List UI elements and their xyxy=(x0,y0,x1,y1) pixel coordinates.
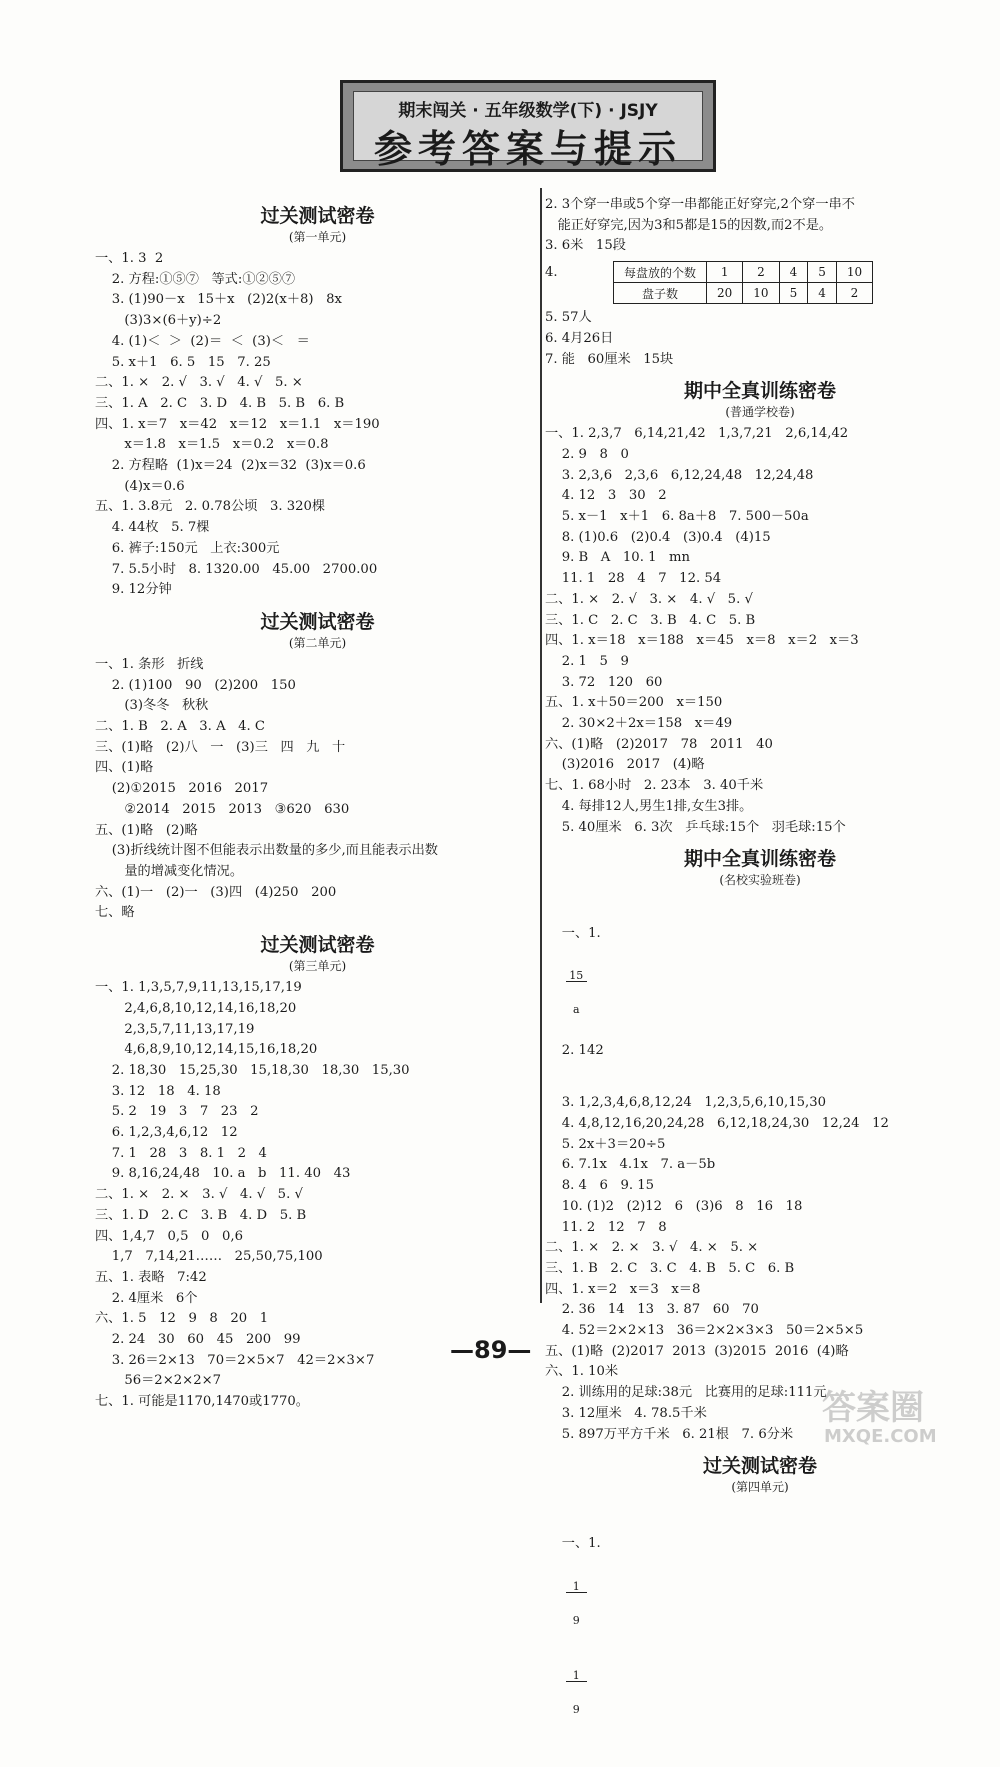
section-subtitle: (第四单元) xyxy=(731,1480,789,1495)
answer-line: 三、1. C 2. C 3. B 4. C 5. B xyxy=(545,612,756,628)
answer-line: 8. (1)0.6 (2)0.4 (3)0.4 (4)15 xyxy=(545,529,771,545)
fraction xyxy=(566,948,587,1037)
header-subtitle: 期末闯关 · 五年级数学(下) · JSJY xyxy=(398,101,658,121)
section-subtitle: (普通学校卷) xyxy=(725,405,795,420)
answer-line: 六、(1)略 (2)2017 78 2011 40 xyxy=(545,736,773,752)
watermark-title: 答案圈 xyxy=(822,1388,924,1428)
answer-line: x＝1.8 x＝1.5 x＝0.2 x＝0.8 xyxy=(95,437,329,453)
section-subtitle: (第二单元) xyxy=(288,635,347,650)
answer-line: 9. B A 10. 1 mn xyxy=(545,550,691,566)
answer-line: 六、(1)一 (2)一 (3)四 (4)250 200 xyxy=(95,884,337,900)
fraction-numerator: 15 xyxy=(566,970,587,982)
table-cell: 10 xyxy=(743,283,779,304)
answer-line: 2. 30×2＋2x＝158 x＝49 xyxy=(545,716,733,732)
answer-line: 一、1. 条形 折线 xyxy=(95,656,204,672)
answer-line: 2. 4厘米 6个 xyxy=(95,1290,198,1306)
answer-list xyxy=(545,424,975,838)
answer-line: 二、1. × 2. √ 3. × 4. √ 5. √ xyxy=(545,591,753,607)
answer-line: 9. 12分钟 xyxy=(95,582,172,598)
answer-line: 3. 72 120 60 xyxy=(545,674,663,690)
answer-line: (4)x＝0.6 xyxy=(95,478,185,494)
header-inner xyxy=(353,91,703,171)
answer-line: 6. 1,2,3,4,6,12 12 xyxy=(95,1125,238,1141)
answer-line: 三、1. B 2. C 3. C 4. B 5. C 6. B xyxy=(545,1260,795,1276)
answer-line: 2,3,5,7,11,13,17,19 xyxy=(95,1021,255,1037)
answer-line: 2. 18,30 15,25,30 15,18,30 18,30 15,30 xyxy=(95,1062,410,1078)
header-banner xyxy=(340,80,716,172)
fraction xyxy=(566,1559,587,1648)
answer-line: 4. 4,8,12,16,20,24,28 6,12,18,24,30 12,24 12 xyxy=(545,1115,889,1131)
answer-line: 4. 44枚 5. 7棵 xyxy=(95,520,210,536)
section-title: 过关测试密卷 xyxy=(260,610,375,633)
table-cell: 4 xyxy=(808,283,837,304)
answer-text: 2. 142 xyxy=(561,1043,604,1059)
answer-line: 二、1. × 2. × 3. √ 4. × 5. × xyxy=(545,1240,759,1256)
answer-line: 2. 9 8 0 xyxy=(545,446,629,462)
fraction-numerator: 1 xyxy=(566,1670,587,1682)
table-cell: 2 xyxy=(836,283,872,304)
answer-line xyxy=(545,892,975,1093)
section-subtitle: (第三单元) xyxy=(288,959,347,974)
answer-line: 一、1. 1,3,5,7,9,11,13,15,17,19 xyxy=(95,980,302,996)
answer-line: (2)①2015 2016 2017 xyxy=(95,781,269,797)
answer-line: 三、1. D 2. C 3. B 4. D 5. B xyxy=(95,1207,307,1223)
answer-line: 1,7 7,14,21…… 25,50,75,100 xyxy=(95,1249,323,1265)
answer-line: 六、1. 5 12 9 8 20 1 xyxy=(95,1311,269,1327)
answer-line: 四、(1)略 xyxy=(95,760,154,776)
fraction xyxy=(566,1648,587,1737)
answer-line: 4,6,8,9,10,12,14,15,16,18,20 xyxy=(95,1042,318,1058)
watermark-url: MXQE.COM xyxy=(824,1426,937,1447)
answer-line: 量的增减变化情况。 xyxy=(95,863,244,879)
fraction-denominator: 9 xyxy=(572,1614,580,1628)
fraction-denominator: 9 xyxy=(572,1703,580,1717)
answer-line: 5. 40厘米 6. 3次 乒乓球:15个 羽毛球:15个 xyxy=(545,819,846,835)
answer-line: 五、1. 表略 7:42 xyxy=(95,1269,207,1285)
answer-line: 3. 12 18 4. 18 xyxy=(95,1083,221,1099)
answer-line: 2. 方程:①⑤⑦ 等式:①②⑤⑦ xyxy=(95,271,296,287)
left-column xyxy=(95,195,540,1413)
question-4-row xyxy=(545,261,975,304)
answer-line: 3. 6米 15段 xyxy=(545,238,626,254)
answer-line: 三、1. A 2. C 3. D 4. B 5. B 6. B xyxy=(95,395,345,411)
answer-line: 七、略 xyxy=(95,905,135,921)
answer-line: 4. 12 3 30 2 xyxy=(545,488,667,504)
column-divider xyxy=(540,188,542,1303)
answer-line: 2. 训练用的足球:38元 比赛用的足球:111元 xyxy=(545,1385,827,1401)
section-title: 过关测试密卷 xyxy=(702,1455,817,1478)
answer-line: 五、1. x＋50＝200 x＝150 xyxy=(545,695,723,711)
section-title: 过关测试密卷 xyxy=(260,205,375,227)
answer-line: 一、1. 2,3,7 6,14,21,42 1,3,7,21 2,6,14,42 xyxy=(545,426,849,442)
answer-line: 能正好穿完,因为3和5都是15的因数,而2不是。 xyxy=(545,217,833,233)
answer-line: 4. 52＝2×2×13 36＝2×2×3×3 50＝2×5×5 xyxy=(545,1323,864,1339)
answer-line: 五、1. 3.8元 2. 0.78公顷 3. 320棵 xyxy=(95,499,326,515)
page-number: —89— xyxy=(450,1336,532,1364)
table-header-cell: 盘子数 xyxy=(614,283,707,304)
answer-line: 3. 1,2,3,4,6,8,12,24 1,2,3,5,6,10,15,30 xyxy=(545,1095,827,1111)
table-cell: 10 xyxy=(836,262,872,283)
answer-line: 2. 3个穿一串或5个穿一串都能正好穿完,2个穿一串不 xyxy=(545,197,855,212)
question-number: 一、1. xyxy=(561,1536,601,1552)
answer-line: 5. 2 19 3 7 23 2 xyxy=(95,1104,259,1120)
answer-line: 4. 每排12人,男生1排,女生3排。 xyxy=(545,798,753,814)
table-cell: 2 xyxy=(743,262,779,283)
answer-line: 11. 1 28 4 7 12. 54 xyxy=(545,571,722,587)
answer-line: (3)折线统计图不但能表示出数量的多少,而且能表示出数 xyxy=(95,843,438,859)
answer-line: 5. 57人 xyxy=(545,310,592,326)
answer-line: 11. 2 12 7 8 xyxy=(545,1219,667,1235)
answer-line: 5. x＋1 6. 5 15 7. 25 xyxy=(95,354,271,370)
answer-line: ②2014 2015 2013 ③620 630 xyxy=(95,801,350,817)
answer-line: 10. (1)2 (2)12 6 (3)6 8 16 18 xyxy=(545,1198,803,1214)
table-cell: 5 xyxy=(808,262,837,283)
plates-table xyxy=(613,261,873,304)
answer-line: 3. (1)90－x 15＋x (2)2(x＋8) 8x xyxy=(95,292,342,308)
answer-line: 5. 897万平方千米 6. 21根 7. 6分米 xyxy=(545,1426,794,1442)
watermark-logo xyxy=(822,1380,972,1452)
section-title: 过关测试密卷 xyxy=(260,934,375,957)
fraction-denominator: a xyxy=(572,1003,580,1017)
answer-line: 二、1. × 2. √ 3. √ 4. √ 5. × xyxy=(95,375,303,391)
answer-line: 四、1,4,7 0,5 0 0,6 xyxy=(95,1228,243,1244)
table-header-cell: 每盘放的个数 xyxy=(614,262,707,283)
answer-line: 3. 26＝2×13 70＝2×5×7 42＝2×3×7 xyxy=(95,1352,375,1368)
answer-line: 5. x－1 x＋1 6. 8a＋8 7. 500－50a xyxy=(545,509,809,525)
answer-line: 一、1. 3 2 xyxy=(95,251,164,266)
answer-line: 6. 4月26日 xyxy=(545,330,614,346)
answer-line: 六、1. 10米 xyxy=(545,1364,619,1380)
answer-line: 三、(1)略 (2)八 一 (3)三 四 九 十 xyxy=(95,739,346,755)
table-cell: 1 xyxy=(707,262,743,283)
section-title: 期中全真训练密卷 xyxy=(683,380,836,403)
answer-line: 四、1. x＝7 x＝42 x＝12 x＝1.1 x＝190 xyxy=(95,416,380,432)
answer-line: 2. 36 14 13 3. 87 60 70 xyxy=(545,1302,759,1318)
answer-line: 7. 1 28 3 8. 1 2 4 xyxy=(95,1145,267,1161)
answer-list xyxy=(95,249,540,601)
question-number: 4. xyxy=(545,265,558,281)
answer-line: 五、(1)略 (2)略 xyxy=(95,822,198,838)
answer-line: 2. 方程略 (1)x＝24 (2)x＝32 (3)x＝0.6 xyxy=(95,458,366,474)
answer-list xyxy=(95,655,540,924)
answer-line: 9. 8,16,24,48 10. a b 11. 40 43 xyxy=(95,1166,351,1182)
table-cell: 5 xyxy=(779,283,808,304)
answer-line: 8. 4 6 9. 15 xyxy=(545,1178,655,1194)
right-column xyxy=(545,195,975,1767)
answer-line: 7. 能 60厘米 15块 xyxy=(545,351,674,367)
answer-line: 3. 2,3,6 2,3,6 6,12,24,48 12,24,48 xyxy=(545,467,814,483)
section-title: 期中全真训练密卷 xyxy=(683,848,836,871)
section-subtitle: (第一单元) xyxy=(288,230,347,244)
page-title: 参考答案与提示 xyxy=(373,127,682,171)
answer-line: (3)2016 2017 (4)略 xyxy=(545,757,705,773)
answer-line: 6. 7.1x 4.1x 7. a－5b xyxy=(545,1157,716,1173)
answer-line xyxy=(545,1499,975,1767)
question-number: 一、1. xyxy=(561,926,601,942)
fraction-numerator: 1 xyxy=(566,1581,587,1593)
answer-line: 7. 5.5小时 8. 1320.00 45.00 2700.00 xyxy=(95,561,378,577)
answer-line: 5. 2x＋3＝20÷5 xyxy=(545,1136,666,1152)
answer-line: (3)冬冬 秋秋 xyxy=(95,698,209,714)
answer-line: 2. (1)100 90 (2)200 150 xyxy=(95,677,296,693)
answer-line: 二、1. B 2. A 3. A 4. C xyxy=(95,719,266,735)
answer-line: 3. 12厘米 4. 78.5千米 xyxy=(545,1405,707,1421)
answer-line: (3)3×(6＋y)÷2 xyxy=(95,313,222,329)
answer-line: 2. 24 30 60 45 200 99 xyxy=(95,1332,301,1348)
answer-line: 二、1. × 2. × 3. √ 4. √ 5. √ xyxy=(95,1187,303,1203)
answer-line: 6. 裤子:150元 上衣:300元 xyxy=(95,540,280,556)
answer-line: 56＝2×2×2×7 xyxy=(95,1373,222,1389)
answer-line: 四、1. x＝2 x＝3 x＝8 xyxy=(545,1281,701,1297)
answer-line: 2,4,6,8,10,12,14,16,18,20 xyxy=(95,1000,297,1016)
answer-line: 七、1. 可能是1170,1470或1770。 xyxy=(95,1394,309,1410)
table-cell: 4 xyxy=(779,262,808,283)
answer-line: 4. (1)＜ ＞ (2)＝ ＜ (3)＜ ＝ xyxy=(95,333,310,349)
answer-line: 2. 1 5 9 xyxy=(545,653,629,669)
table-cell: 20 xyxy=(707,283,743,304)
answer-line: 七、1. 68小时 2. 23本 3. 40千米 xyxy=(545,778,764,794)
answer-line: 四、1. x＝18 x＝188 x＝45 x＝8 x＝2 x＝3 xyxy=(545,633,859,649)
section-subtitle: (名校实验班卷) xyxy=(719,873,801,888)
answer-line: 五、(1)略 (2)2017 2013 (3)2015 2016 (4)略 xyxy=(545,1343,849,1359)
